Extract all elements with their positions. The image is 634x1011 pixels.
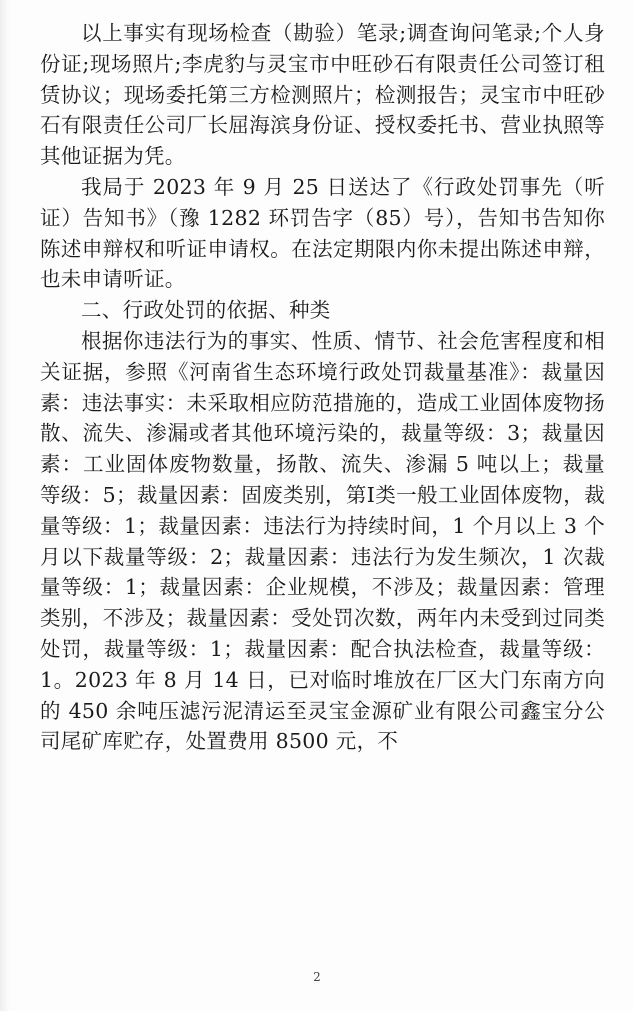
section-heading: 二、行政处罚的依据、种类	[81, 298, 331, 323]
notice-paragraph: 我局于 2023 年 9 月 25 日送达了《行政处罚事先（听证）告知书》（豫 1282 环罚告字（85）号），告知书告知你陈述申辩权和听证申请权。在法定期限内你未提出陈述申辩，也未申请听证。	[40, 174, 605, 292]
page-number: 2	[313, 970, 321, 984]
basis-paragraph: 根据你违法行为的事实、性质、情节、社会危害程度和相关证据，参照《河南省生态环境行政处罚裁量基准》：裁量因素：违法事实：未采取相应防范措施的，造成工业固体废物扬散、流失、渗漏或者其他环境污染的，裁量等级：3；裁量因素：工业固体废物数量，扬散、流失、渗漏 5 吨以上；裁量等级：5；裁量因素：固废类别，第Ⅰ类一般工业固体废物，裁量等级：1；裁量因素：违法行为持续时间，1 个月以上 3 个月以下裁量等级：2；裁量因素：违法行为发生频次，1 次裁量等级：1；裁量因素：企业规模，不涉及；裁量因素：管理类别，不涉及；裁量因素：受处罚次数，两年内未受到过同类处罚，裁量等级：1；裁量因素：配合执法检查，裁量等级：1。2023 年 8 月 14 日，已对临时堆放在厂区大门东南方向的 450 余吨压滤污泥清运至灵宝金源矿业有限公司鑫宝分公司尾矿库贮存，处置费用 8500 元，不	[40, 328, 605, 754]
scan-shadow	[0, 0, 10, 1011]
document-body	[40, 18, 605, 757]
evidence-paragraph: 以上事实有现场检查（勘验）笔录;调查询问笔录;个人身份证;现场照片;李虎豹与灵宝市中旺砂石有限责任公司签订租赁协议；现场委托第三方检测照片；检测报告；灵宝市中旺砂石有限责任公司厂长屈海滨身份证、授权委托书、营业执照等其他证据为凭。	[40, 21, 605, 169]
